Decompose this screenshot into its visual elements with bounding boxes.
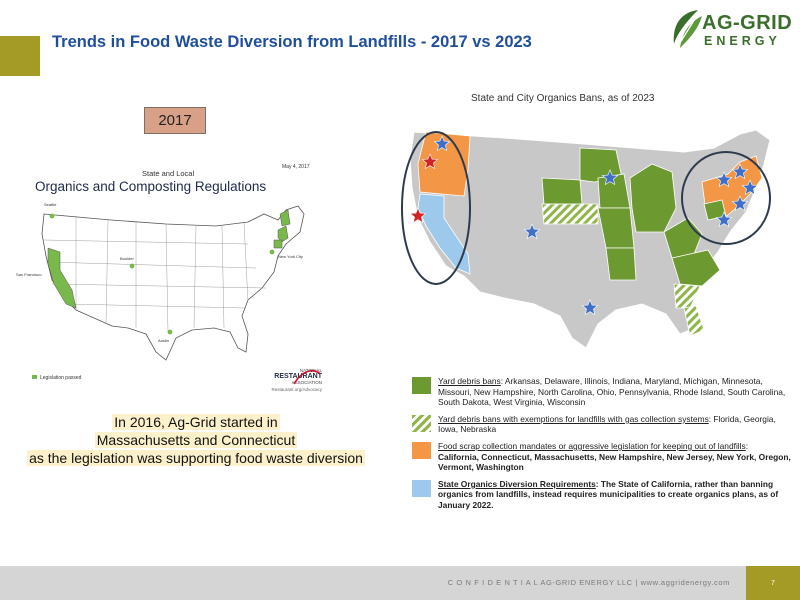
legend-text: : Arkansas, Delaware, Illinois, Indiana, Maryland, Michigan, Minnesota, Missouri, New Hampshire, North Carolina, Ohio, Pennsylvania, Rhode Island, South Carolina, South Dakota, West Virginia, Wisconsin: [438, 376, 786, 408]
map-2017-image: [10, 156, 355, 406]
legend-text: : The State of California, rather than banning organics from landfills, instead requires municipalities to create organics plans, as of January 2022.: [438, 478, 779, 510]
map-title: Organics and Composting Regulations: [35, 179, 267, 194]
legend-swatch-green: [412, 377, 431, 394]
legend-states-bold: California, Connecticut, Massachusetts, New Hampshire, New Jersey, New York, Oregon, Vermont, Washington: [438, 451, 791, 473]
legend-swatch-orange: [412, 442, 431, 459]
year-badge: 2017: [144, 107, 206, 134]
map-2017-legend: [32, 375, 81, 381]
legend-heading: Yard debris bans: [438, 376, 501, 386]
us-map-2017: [16, 192, 336, 372]
legend-text: : Florida, Georgia, Iowa, Nebraska: [438, 413, 776, 435]
nra-url: Restaurant.org/Advocacy: [271, 387, 322, 392]
city-label-sf: San Francisco: [16, 272, 42, 277]
legend-heading: Food scrap collection mandates or aggressive legislation for keeping out of landfills: [438, 440, 746, 451]
nra-line-1: NATIONAL: [299, 368, 322, 373]
slide-title: Trends in Food Waste Diversion from Landfills - 2017 vs 2023: [52, 33, 532, 51]
legend-row-yard-debris-exempt: [412, 414, 792, 435]
nra-logo: [256, 368, 322, 404]
vermont-state: [280, 210, 290, 226]
map-subtitle: State and Local: [142, 169, 195, 178]
legend-swatch-blue: [412, 480, 431, 497]
wisconsin-region: [598, 174, 630, 208]
title-accent-bar: [0, 36, 40, 76]
legend-swatch-hatch: [412, 415, 431, 432]
legend-swatch-green: [32, 375, 37, 379]
us-map-2023: [384, 108, 790, 370]
legend-heading: State Organics Diversion Requirements: [438, 478, 596, 489]
city-label-seattle: Seattle: [44, 202, 57, 207]
map-date: May 4, 2017: [282, 164, 310, 170]
swoosh-icon: [292, 366, 322, 386]
legend-row-state-diversion: [412, 479, 792, 511]
logo-wordmark: AG-GRID: [702, 12, 793, 34]
city-label-austin: Austin: [158, 338, 170, 343]
boulder-marker: [130, 264, 135, 269]
map-2023-title: State and City Organics Bans, as of 2023: [471, 93, 655, 104]
logo-subword: ENERGY: [704, 34, 781, 48]
legend-row-yard-debris: [412, 376, 792, 408]
caption-2016: [8, 413, 384, 467]
page-number: 7: [746, 566, 800, 600]
city-label-nyc: New York City: [278, 254, 303, 259]
legend-row-food-scrap: [412, 441, 792, 473]
legend-text: :: [745, 440, 749, 451]
nra-line-2: RESTAURANT: [274, 373, 322, 380]
austin-marker: [168, 330, 173, 335]
us-outline: [42, 206, 304, 360]
nra-line-3: ASSOCIATION: [291, 380, 322, 385]
arkansas-region: [606, 248, 636, 280]
legend-heading: Yard debris bans with exemptions for landfills with gas collection systems: [438, 413, 709, 424]
footer-text: C O N F I D E N T I A L AG-GRID ENERGY LLC | www.aggridenergy.com: [447, 578, 730, 587]
caption-line-3: as the legislation was supporting food waste diversion: [29, 450, 363, 466]
caption-line-1: In 2016, Ag-Grid started in: [114, 414, 278, 430]
legend-label: Legislation passed: [40, 375, 82, 381]
footer-bar: [0, 566, 800, 600]
ag-grid-logo: [668, 8, 796, 52]
nyc-marker: [270, 250, 275, 255]
caption-line-2: Massachusetts and Connecticut: [96, 432, 296, 448]
connecticut-state: [274, 240, 282, 248]
south-dakota-region: [542, 178, 582, 204]
map-2023-legend: [412, 376, 792, 517]
nebraska-iowa-region: [542, 204, 598, 224]
city-label-boulder: Boulder: [120, 256, 134, 261]
seattle-marker: [50, 214, 55, 219]
georgia-region: [674, 284, 700, 308]
michigan-ohio-indiana-region: [630, 164, 676, 232]
